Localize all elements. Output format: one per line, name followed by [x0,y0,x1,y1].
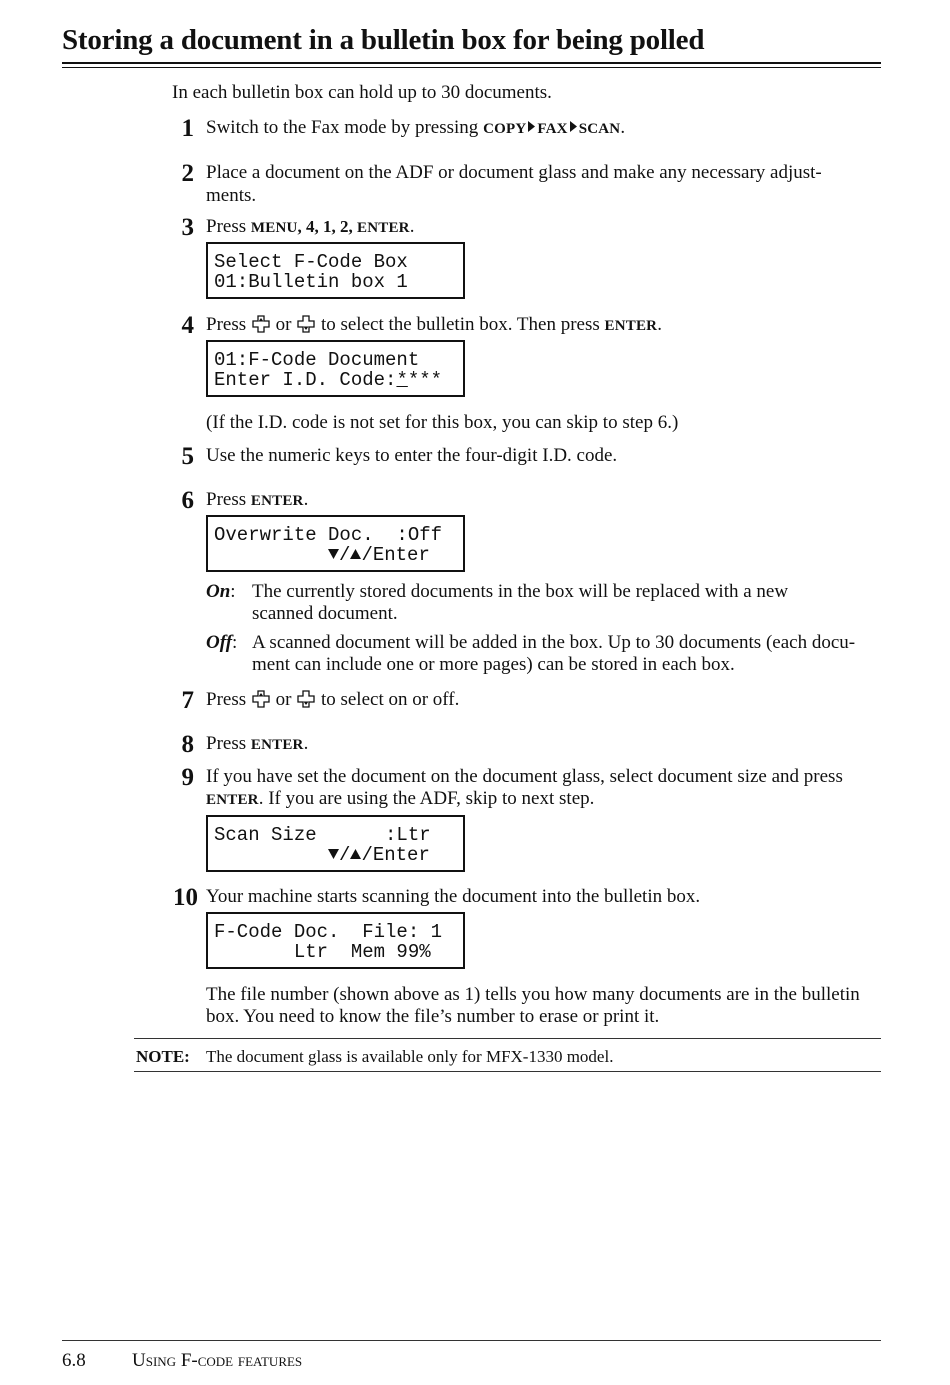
title-rule-thin [62,67,881,68]
footer-rule [62,1340,881,1341]
step-number-10: 10 [173,884,198,911]
copy-key-label: COPY [483,121,527,137]
option-off-line-1: A scanned document will be added in the box. Up to 30 documents (each docu- [252,632,856,653]
arrow-right-icon [570,121,577,132]
step-9-line-2: ENTER. If you are using the ADF, skip to next step. [206,788,595,809]
step-7-text: Press or to select on or off. [206,689,460,710]
step-number-3: 3 [181,214,194,241]
enter-key-label: ENTER [357,220,410,236]
lcd-display-step-9 [206,815,465,872]
nav-up-key-icon [251,689,271,709]
step-8-text: Press ENTER. [206,733,309,754]
step-1-text: Switch to the Fax mode by pressing COPY FAX SCAN. [206,117,626,138]
arrow-right-icon [528,121,535,132]
file-note-line-1: The file number (shown above as 1) tells you how many documents are in the bulletin [206,984,860,1005]
lcd-display-step-10 [206,912,465,969]
nav-down-key-icon [296,314,316,334]
option-on-line-2: scanned document. [252,603,398,624]
option-off-line-2: ment can include one or more pages) can be stored in each box. [252,654,735,675]
step-number-9: 9 [181,764,194,791]
note-text: The document glass is available only for MFX-1330 model. [206,1047,614,1066]
file-note-line-2: box. You need to know the file’s number to erase or print it. [206,1006,660,1027]
note-bottom-rule [134,1071,881,1072]
lcd-row-1: 01:F-Code Document [214,349,420,371]
step-number-1: 1 [181,115,194,142]
enter-key-label: ENTER [250,737,304,753]
triangle-down-icon [328,848,339,859]
lcd-display-step-4 [206,340,465,397]
note-label: NOTE: [136,1047,190,1066]
footer-section-title: Using F-code features [132,1350,303,1371]
enter-key-label: ENTER [250,493,304,509]
scan-key-label: SCAN [578,121,621,137]
lcd-display-step-3 [206,242,465,299]
lcd-row-1: Select F-Code Box [214,251,408,273]
menu-key-label: MENU [250,220,298,236]
nav-down-key-icon [296,689,316,709]
triangle-down-icon [328,548,339,559]
triangle-up-icon [350,548,361,559]
lcd-display-step-6 [206,515,465,572]
step-4-text: Press or to select the bulletin box. Then press ENTER. [206,314,662,335]
lcd-row-1: Scan Size :Ltr [214,824,431,846]
fax-key-label: FAX [537,121,568,137]
enter-key-label: ENTER [604,318,658,334]
step-number-4: 4 [181,312,194,339]
lcd-cursor: * [396,369,408,391]
lcd-row-2: / /Enter [214,845,463,865]
step-number-8: 8 [181,731,194,758]
option-off-label: Off: [206,632,238,653]
step-2-line-1: Place a document on the ADF or document glass and make any necessary adjust- [206,162,822,183]
step-4-note: (If the I.D. code is not set for this box, you can skip to step 6.) [206,412,679,433]
intro-text: In each bulletin box can hold up to 30 documents. [172,82,552,103]
note-top-rule [134,1038,881,1039]
step-9-line-1: If you have set the document on the document glass, select document size and press [206,766,843,787]
lcd-row-2: Ltr Mem 99% [214,941,431,963]
step-3-text: Press MENU, 4, 1, 2, ENTER. [206,216,415,237]
step-6-text: Press ENTER. [206,489,309,510]
step-number-7: 7 [181,687,194,714]
step-1-lead: Switch to the Fax mode by pressing [206,117,484,138]
title-rule-thick [62,62,881,64]
step-number-2: 2 [181,160,194,187]
lcd-row-1: Overwrite Doc. :Off [214,524,443,546]
step-number-6: 6 [181,487,194,514]
triangle-up-icon [350,848,361,859]
step-10-text: Your machine starts scanning the document into the bulletin box. [206,886,701,907]
step-2-line-2: ments. [206,185,257,206]
lcd-row-2: Enter I.D. Code:**** [214,369,443,391]
lcd-row-1: F-Code Doc. File: 1 [214,921,443,943]
step-5-text: Use the numeric keys to enter the four-digit I.D. code. [206,445,618,466]
page-title: Storing a document in a bulletin box for being polled [62,24,705,56]
option-on-line-1: The currently stored documents in the box will be replaced with a new [252,581,789,602]
lcd-row-2: / /Enter [214,545,463,565]
lcd-row-2: 01:Bulletin box 1 [214,271,408,293]
nav-up-key-icon [251,314,271,334]
enter-key-label: ENTER [206,792,259,808]
option-on-label: On: [206,581,236,602]
step-number-5: 5 [181,443,194,470]
page-number: 6.8 [62,1350,86,1371]
step-3-digits: , 4, 1, 2, [297,217,358,236]
